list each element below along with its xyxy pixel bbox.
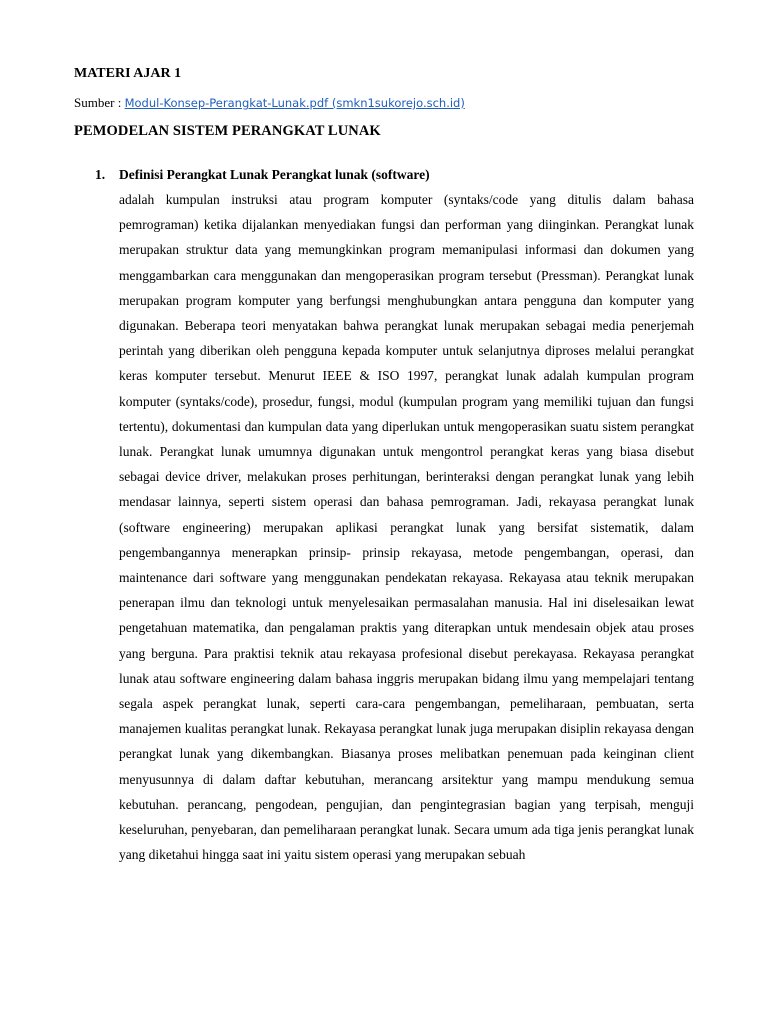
source-line: [74, 95, 465, 111]
section-heading: Definisi Perangkat Lunak Perangkat lunak (software): [119, 167, 430, 182]
materi-title: MATERI AJAR 1: [74, 66, 182, 81]
section-number: 1.: [95, 167, 106, 182]
section-body-paragraph: adalah kumpulan instruksi atau program komputer (syntaks/code yang ditulis dalam bahasa pemrograman) ketika dijalankan menyediakan fungsi dan performan yang diinginkan. Perangkat lunak merupakan struktur data yang memungkinkan program memanipulasi informasi dan dokumen yang menggambarkan cara menggunakan dan mengoperasikan program tersebut (Pressman). Perangkat lunak merupakan program komputer yang berfungsi menghubungkan antara pengguna dan komputer yang digunakan. Beberapa teori menyatakan bahwa perangkat lunak merupakan sebagai media penerjemah perintah yang diberikan oleh pengguna kepada komputer untuk selanjutnya diproses melalui perangkat keras komputer tersebut. Menurut IEEE & ISO 1997, perangkat lunak adalah kumpulan program komputer (syntaks/code), prosedur, fungsi, modul (kumpulan program yang memiliki tujuan dan fungsi tertentu), dokumentasi dan kumpulan data yang diperlukan untuk mengoperasikan suatu sistem perangkat lunak. Perangkat lunak umumnya digunakan untuk mengontrol perangkat keras yang biasa disebut sebagai device driver, melakukan proses perhitungan, berinteraksi dengan perangkat lunak yang lebih mendasar lainnya, seperti sistem operasi dan bahasa pemrograman. Jadi, rekayasa perangkat lunak (software engineering) merupakan aplikasi perangkat lunak yang bersifat sistematik, dalam pengembangannya menerapkan prinsip- prinsip rekayasa, metode pengembangan, operasi, dan maintenance dari software yang menggunakan pendekatan rekayasa. Rekayasa atau teknik merupakan penerapan ilmu dan teknologi untuk menyelesaikan permasalahan manusia. Hal ini diselesaikan lewat pengetahuan matematika, dan pengalaman praktis yang diterapkan untuk mendesain objek atau proses yang berguna. Para praktisi teknik atau rekayasa profesional disebut perekayasa. Rekayasa perangkat lunak atau software engineering dalam bahasa inggris merupakan bidang ilmu yang mempelajari tentang segala aspek perangkat lunak, seperti cara-cara pengembangan, pemeliharaan, pembuatan, serta manajemen kualitas perangkat lunak. Rekayasa perangkat lunak juga merupakan disiplin rekayasa dengan perangkat lunak yang dikembangkan. Biasanya proses melibatkan penemuan pada keinginan client menyusunnya di dalam daftar kebutuhan, merancang arsitektur yang mampu mendukung semua kebutuhan. perancang, pengodean, pengujian, dan pengintegrasian bagian yang terpisah, menguji keseluruhan, penyebaran, dan pemeliharaan perangkat lunak. Secara umum ada tiga jenis perangkat lunak yang diketahui hingga saat ini yaitu sistem operasi yang merupakan sebuah: [119, 192, 694, 863]
source-label: Sumber: [74, 95, 115, 110]
source-separator: :: [114, 95, 125, 110]
main-title: PEMODELAN SISTEM PERANGKAT LUNAK: [74, 123, 381, 139]
source-link[interactable]: Modul-Konsep-Perangkat-Lunak.pdf (smkn1sukorejo.sch.id): [124, 96, 465, 110]
